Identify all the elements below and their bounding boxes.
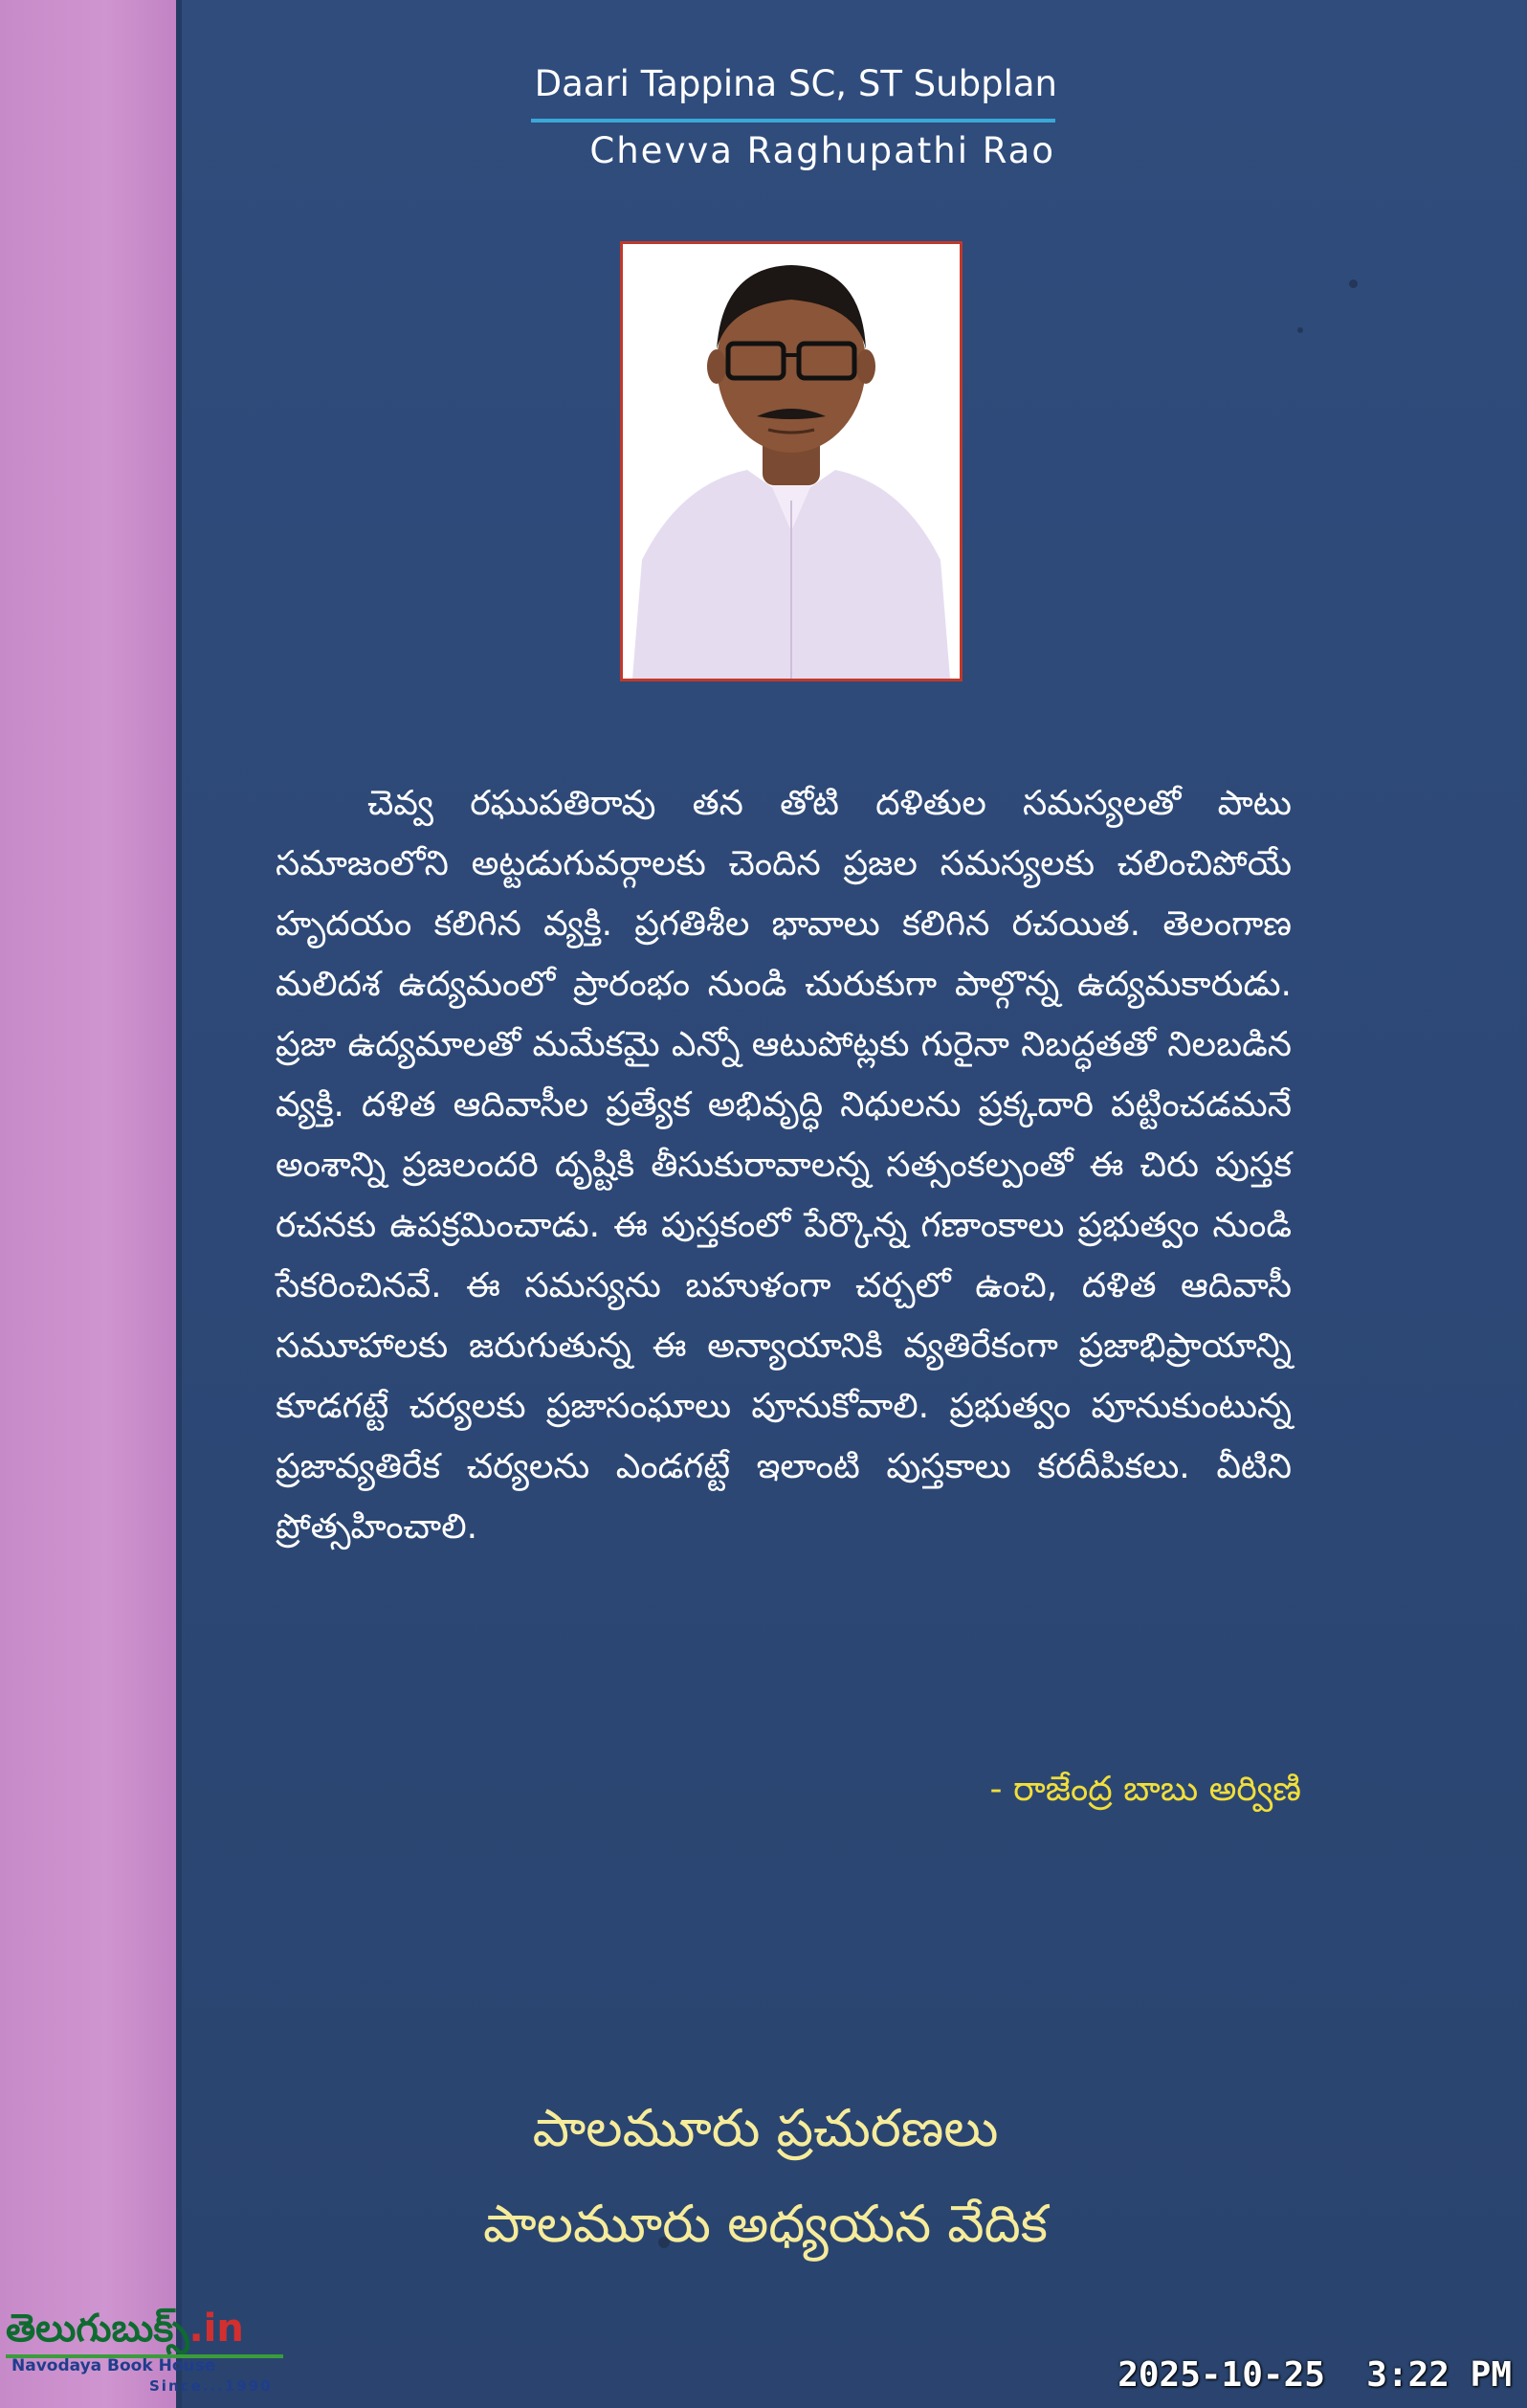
book-title-english: Daari Tappina SC, ST Subplan	[534, 63, 1057, 104]
title-divider	[531, 119, 1055, 123]
author-blurb	[276, 773, 1292, 1557]
watermark-site-suffix: .in	[188, 2307, 244, 2351]
blurb-paragraph: చెవ్వ రఘుపతిరావు తన తోటి దళితుల సమస్యలతో పాటు సమాజంలోని అట్టడుగువర్గాలకు చెందిన ప్రజల సమస్యలకు చలించిపోయే హృదయం కలిగిన వ్యక్తి. ప్రగతిశీల భావాలు కలిగిన రచయిత. తెలంగాణ మలిదశ ఉద్యమంలో ప్రారంభం నుండి చురుకుగా పాల్గొన్న ఉద్యమకారుడు. ప్రజా ఉద్యమాలతో మమేకమై ఎన్నో ఆటుపోట్లకు గురైనా నిబద్ధతతో నిలబడిన వ్యక్తి. దళిత ఆదివాసీల ప్రత్యేక అభివృద్ధి నిధులను ప్రక్కదారి పట్టించడమనే అంశాన్ని ప్రజలందరి దృష్టికి తీసుకురావాలన్న సత్సంకల్పంతో ఈ చిరు పుస్తక రచనకు ఉపక్రమించాడు. ఈ పుస్తకంలో పేర్కొన్న గణాంకాలు ప్రభుత్వం నుండి సేకరించినవే. ఈ సమస్యను బహుళంగా చర్చలో ఉంచి, దళిత ఆదివాసీ సమూహాలకు జరుగుతున్న ఈ అన్యాయానికి వ్యతిరేకంగా ప్రజాభిప్రాయాన్ని కూడగట్టే చర్యలకు ప్రజాసంఘాలు పూనుకోవాలి. ప్రభుత్వం పూనుకుంటున్న ప్రజావ్యతిరేక చర్యలను ఎండగట్టే ఇలాంటి పుస్తకాలు కరదీపికలు. వీటిని ప్రోత్సహించాలి.	[276, 784, 1292, 1547]
scan-timestamp: 2025-10-25 3:22 PM	[1118, 2355, 1512, 2395]
watermark-shop-name: Navodaya Book House	[11, 2356, 216, 2375]
bookstore-watermark	[6, 2305, 300, 2402]
blurb-signature: - రాజేంద్ర బాబు అర్విణి	[989, 1770, 1301, 1809]
author-name-english: Chevva Raghupathi Rao	[589, 130, 1055, 171]
watermark-since: Since...1990	[149, 2377, 273, 2395]
spine-edge	[176, 0, 182, 2408]
scan-speck	[1349, 279, 1358, 288]
publisher-organization: పాలమూరు అధ్యయన వేదిక	[483, 2194, 1048, 2254]
spine-band	[0, 0, 176, 2408]
publisher-name: పాలమూరు ప్రచురణలు	[532, 2098, 999, 2158]
scan-speck	[1297, 327, 1303, 333]
watermark-site	[6, 2305, 244, 2352]
author-photo	[620, 241, 963, 681]
watermark-site-prefix: తెలుగుబుక్స్	[6, 2307, 189, 2351]
author-portrait-illustration	[623, 244, 960, 679]
